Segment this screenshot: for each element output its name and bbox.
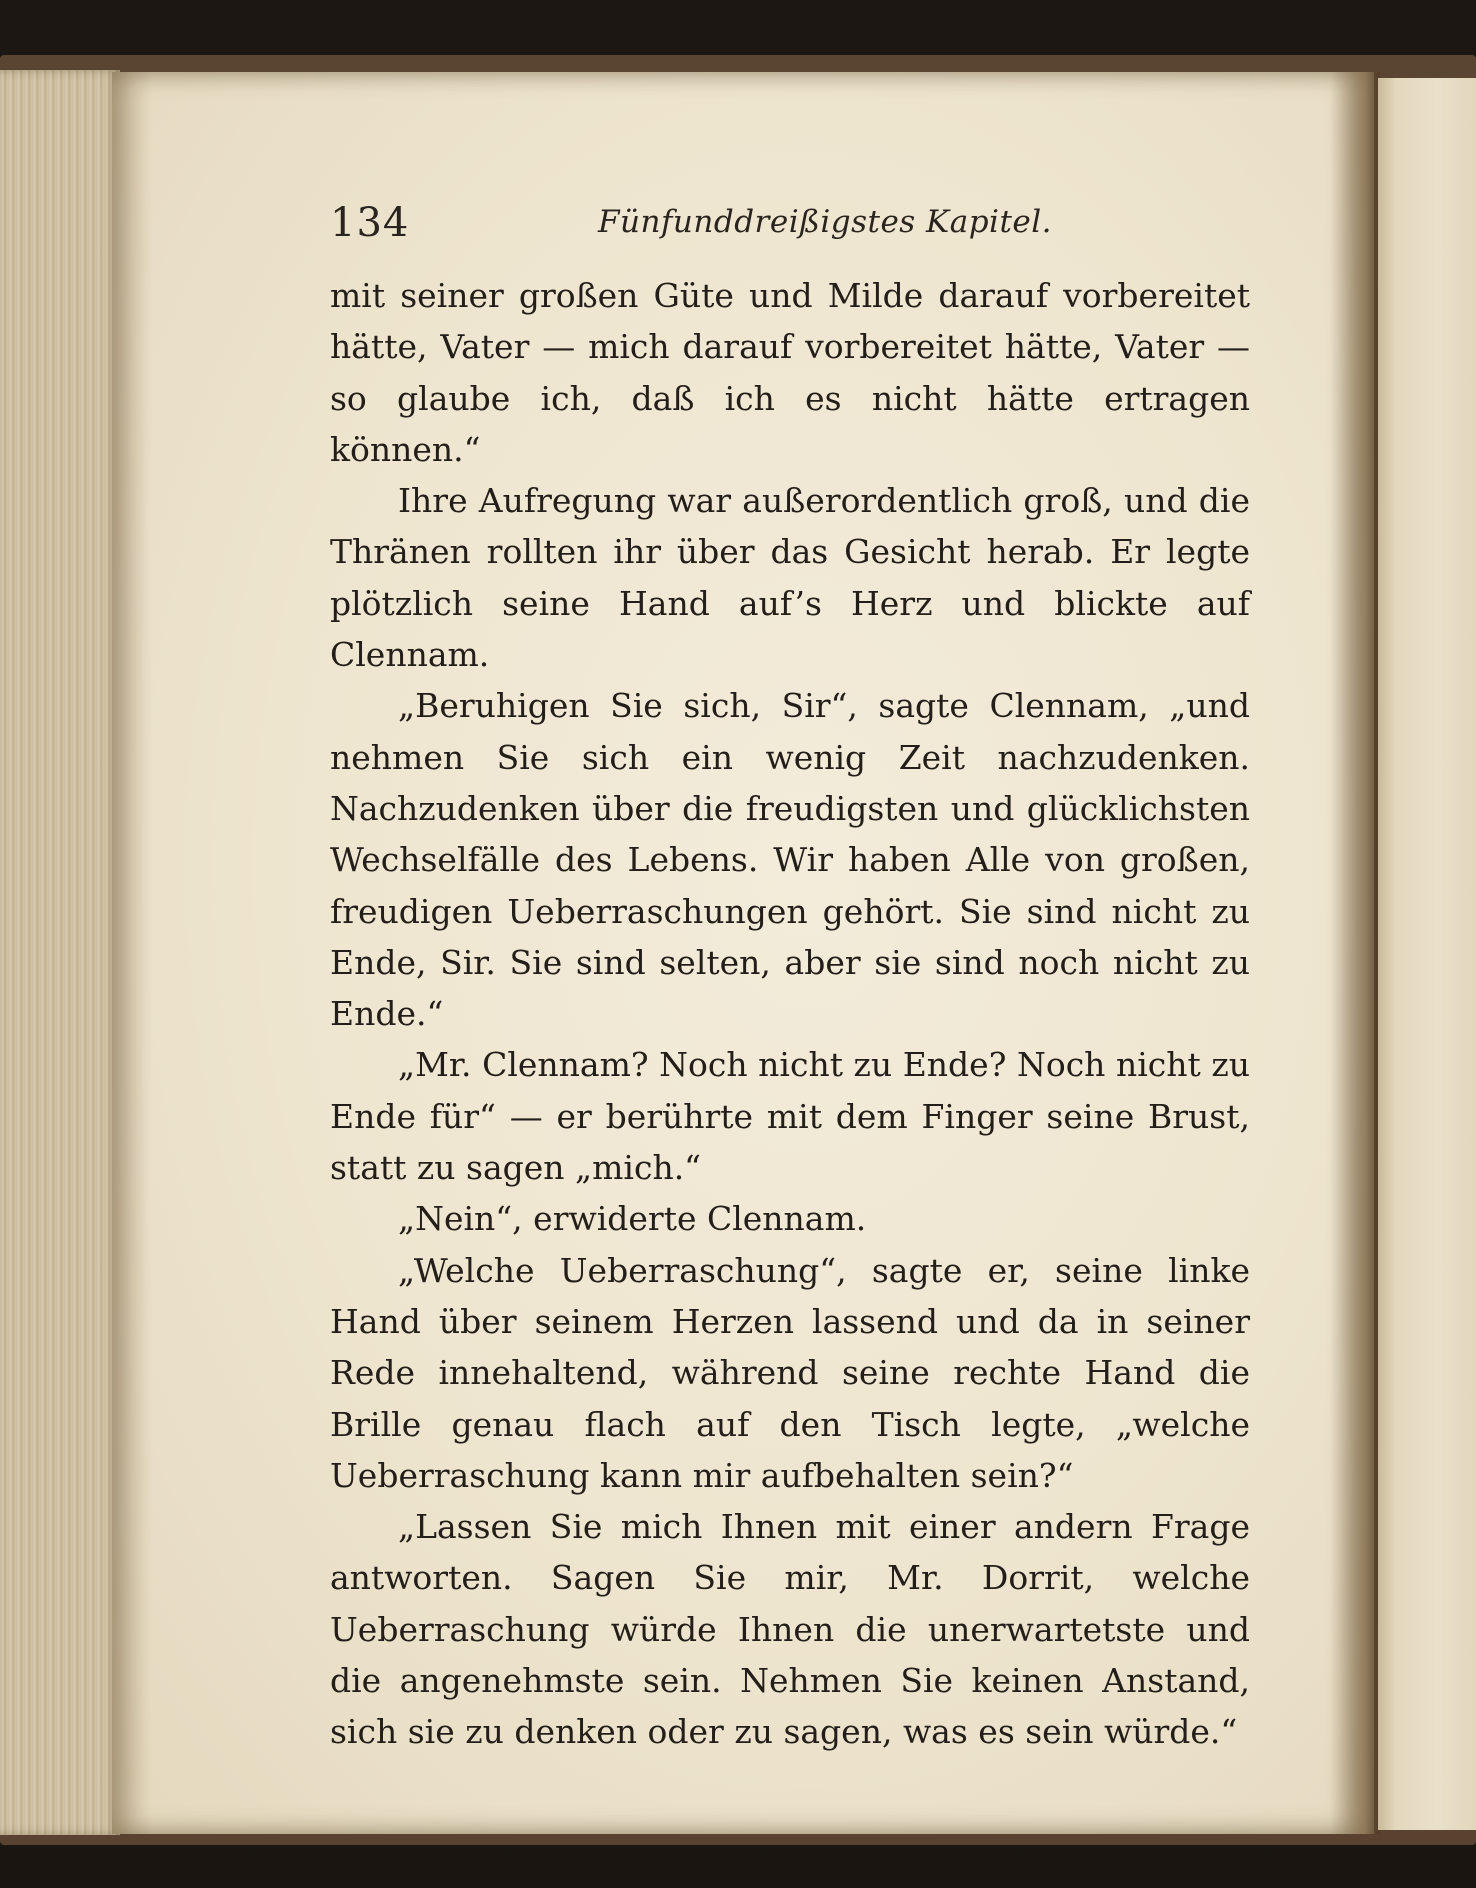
paragraph: „Beruhigen Sie sich, Sir“, sagte Clennam, „und nehmen Sie sich ein wenig Zeit nachzudenken. Nachzudenken über die freudigsten und glücklichsten Wechselfälle des Lebens. Wir haben Alle von großen, freudigen Ueberraschungen gehört. Sie sind nicht zu Ende, Sir. Sie sind selten, aber sie sind noch nicht zu Ende.“ — [330, 686, 1250, 1034]
facing-page-edge — [1378, 78, 1476, 1830]
paragraph: mit seiner großen Güte und Milde darauf vorbereitet hätte, Vater — mich darauf vorbereitet hätte, Vater — so glaube ich, daß ich es nicht hätte ertragen können.“ — [330, 276, 1250, 469]
body-text — [330, 270, 1250, 1758]
book-gutter — [1330, 72, 1380, 1834]
page-fold-shadow — [112, 72, 152, 1834]
page-stack-left — [0, 70, 120, 1835]
paragraph: „Mr. Clennam? Noch nicht zu Ende? Noch nicht zu Ende für“ — er berührte mit dem Finger seine Brust, statt zu sagen „mich.“ — [330, 1045, 1250, 1188]
paragraph: Ihre Aufregung war außerordentlich groß, und die Thränen rollten ihr über das Gesicht herab. Er legte plötzlich seine Hand auf’s Herz und blickte auf Clennam. — [330, 481, 1250, 675]
paragraph: „Lassen Sie mich Ihnen mit einer andern Frage antworten. Sagen Sie mir, Mr. Dorrit, welche Ueberraschung würde Ihnen die unerwartetste und die angenehmste sein. Nehmen Sie keinen Anstand, sich sie zu denken oder zu sagen, was es sein würde.“ — [330, 1507, 1250, 1752]
running-head: Fünfunddreißigstes Kapitel. — [598, 204, 1053, 240]
page-header — [330, 200, 1250, 260]
page-number: 134 — [330, 200, 410, 246]
paragraph: „Nein“, erwiderte Clennam. — [398, 1199, 867, 1239]
paragraph: „Welche Ueberraschung“, sagte er, seine linke Hand über seinem Herzen lassend und da in seiner Rede innehaltend, während seine rechte Hand die Brille genau flach auf den Tisch legte, „welche Ueberraschung kann mir aufbehalten sein?“ — [330, 1250, 1250, 1495]
